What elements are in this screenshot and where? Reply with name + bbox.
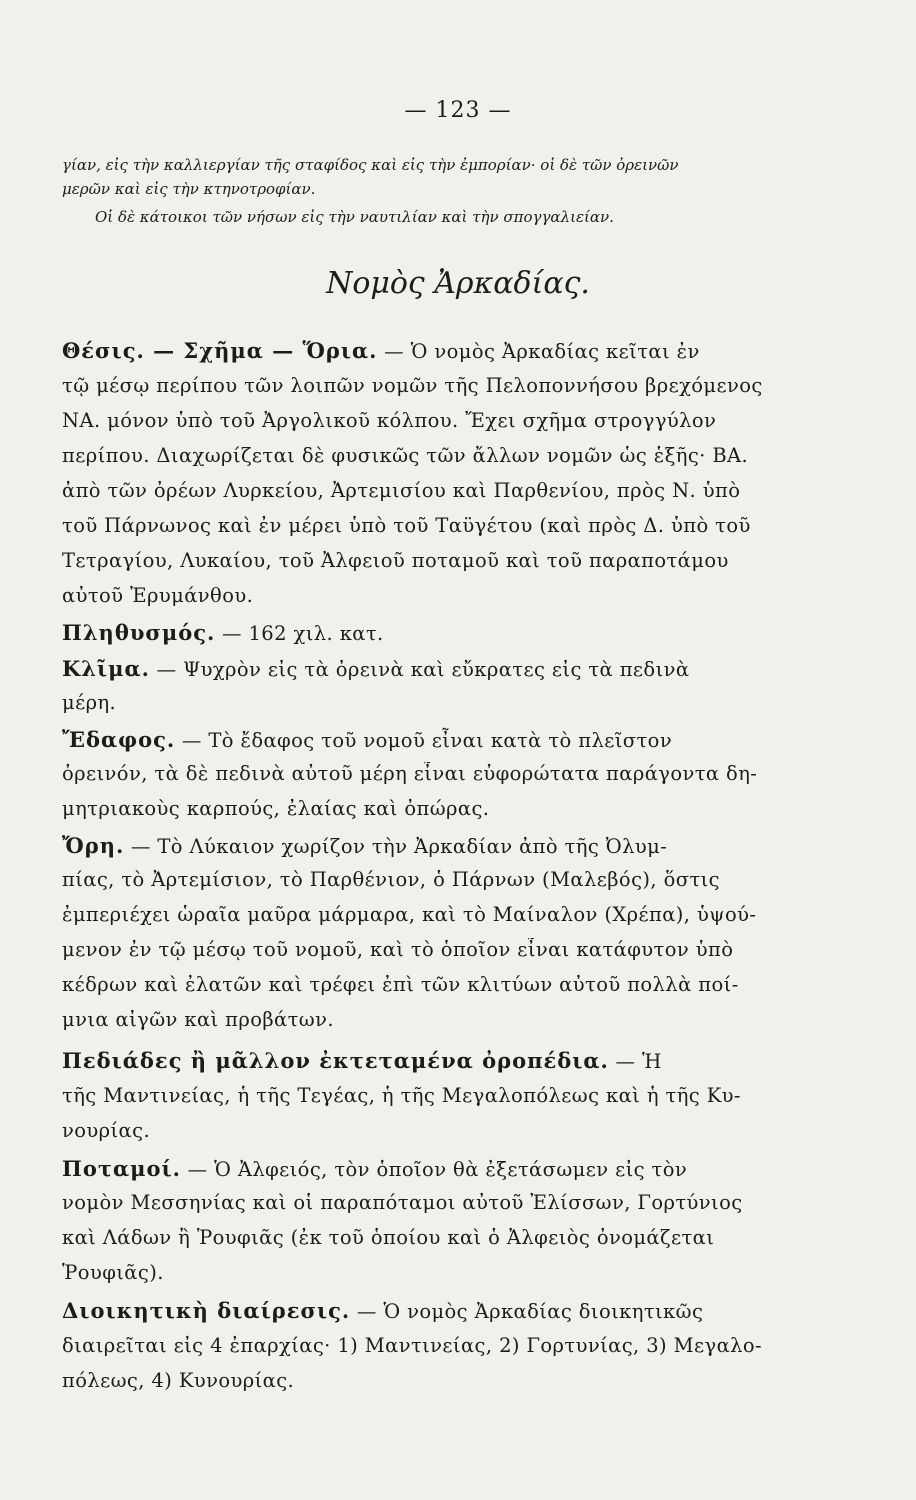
heading-label: Ἔδαφος. [62,727,176,752]
paragraph-line: μητριακοὺς καρπούς, ἐλαίας καὶ ὀπώρας. [62,797,490,820]
paragraph-line: Ἔδαφος. — Τὸ ἔδαφος τοῦ νομοῦ εἶναι κατὰ τὸ πλεῖστον [62,727,673,752]
paragraph-line: Ὄρη. — Τὸ Λύκαιον χωρίζον τὴν Ἀρκαδίαν ἀπὸ τῆς Ὀλυμ- [62,833,668,858]
paragraph-line: ἀπὸ τῶν ὀρέων Λυρκείου, Ἀρτεμισίου καὶ Παρθενίου, πρὸς Ν. ὑπὸ [62,479,741,502]
paragraph-line: Πληθυσμός. — 162 χιλ. κατ. [62,620,384,645]
paragraph-line: ΝΑ. μόνον ὑπὸ τοῦ Ἀργολικοῦ κόλπου. Ἔχει σχῆμα στρογγύλον [62,409,717,432]
heading-label: Ὄρη. [62,833,125,858]
paragraph-line: ὀρεινόν, τὰ δὲ πεδινὰ αὐτοῦ μέρη εἶναι εὐφορώτατα παράγοντα δη- [62,762,758,785]
heading-label: Ποταμοί. [62,1156,181,1181]
paragraph-line: μνια αἰγῶν καὶ προβάτων. [62,1008,334,1031]
paragraph-line: Ποταμοί. — Ὁ Ἀλφειός, τὸν ὁποῖον θὰ ἐξετάσωμεν εἰς τὸν [62,1156,688,1181]
heading-label: Θέσις. — Σχῆμα — Ὅρια. [62,338,378,363]
paragraph-line: διαιρεῖται εἰς 4 ἐπαρχίας· 1) Μαντινείας, 2) Γορτυνίας, 3) Μεγαλο- [62,1334,763,1357]
section-title: Νομὸς Ἀρκαδίας. [326,266,590,301]
paragraph-line: Κλῖμα. — Ψυχρὸν εἰς τὰ ὀρεινὰ καὶ εὔκρατες εἰς τὰ πεδινὰ [62,656,690,681]
heading-label: Κλῖμα. [62,656,150,681]
paragraph-line: πίας, τὸ Ἀρτεμίσιον, τὸ Παρθένιον, ὁ Πάρνων (Μαλεβός), ὅστις [62,868,721,891]
text-line: Οἱ δὲ κάτοικοι τῶν νήσων εἰς τὴν ναυτιλίαν καὶ τὴν σπογγαλιείαν. [95,208,614,226]
paragraph-line: κέδρων καὶ ἐλατῶν καὶ τρέφει ἐπὶ τῶν κλιτύων αὐτοῦ πολλὰ ποί- [62,973,739,996]
paragraph-line: ἐμπεριέχει ὡραῖα μαῦρα μάρμαρα, καὶ τὸ Μαίναλον (Χρέπα), ὑψού- [62,903,757,926]
page-number: — 123 — [404,98,512,123]
paragraph-line: Πεδιάδες ἢ μᾶλλον ἐκτεταμένα ὀροπέδια. — Ἡ [62,1048,662,1073]
paragraph-line: τοῦ Πάρνωνος καὶ ἐν μέρει ὑπὸ τοῦ Ταϋγέτου (καὶ πρὸς Δ. ὑπὸ τοῦ [62,514,751,537]
heading-label: Πληθυσμός. [62,620,216,645]
paragraph-line: Τετραγίου, Λυκαίου, τοῦ Ἀλφειοῦ ποταμοῦ καὶ τοῦ παραποτάμου [62,549,729,572]
paragraph-line: αὐτοῦ Ἐρυμάνθου. [62,584,254,607]
paragraph-line: τῆς Μαντινείας, ἡ τῆς Τεγέας, ἡ τῆς Μεγαλοπόλεως καὶ ἡ τῆς Κυ- [62,1084,741,1107]
paragraph-line: Διοικητικὴ διαίρεσις. — Ὁ νομὸς Ἀρκαδίας διοικητικῶς [62,1298,704,1323]
text-line: μερῶν καὶ εἰς τὴν κτηνοτροφίαν. [62,180,316,198]
paragraph-line: μενον ἐν τῷ μέσῳ τοῦ νομοῦ, καὶ τὸ ὁποῖον εἶναι κατάφυτον ὑπὸ [62,938,734,961]
paragraph-line: νομὸν Μεσσηνίας καὶ οἱ παραπόταμοι αὐτοῦ Ἐλίσσων, Γορτύνιος [62,1191,743,1214]
text-line: γίαν, εἰς τὴν καλλιεργίαν τῆς σταφίδος καὶ εἰς τὴν ἐμπορίαν· οἱ δὲ τῶν ὀρεινῶν [62,156,679,174]
paragraph-line: μέρη. [62,691,117,714]
paragraph-line: Θέσις. — Σχῆμα — Ὅρια. — Ὁ νομὸς Ἀρκαδίας κεῖται ἐν [62,338,700,363]
paragraph-line: Ῥουφιᾶς). [62,1261,164,1284]
paragraph-line: πόλεως, 4) Κυνουρίας. [62,1369,295,1392]
paragraph-line: περίπου. Διαχωρίζεται δὲ φυσικῶς τῶν ἄλλων νομῶν ὡς ἑξῆς· ΒΑ. [62,444,749,467]
heading-label: Διοικητικὴ διαίρεσις. [62,1298,351,1323]
heading-label: Πεδιάδες ἢ μᾶλλον ἐκτεταμένα ὀροπέδια. [62,1048,609,1073]
paragraph-line: τῷ μέσῳ περίπου τῶν λοιπῶν νομῶν τῆς Πελοποννήσου βρεχόμενος [62,374,763,397]
paragraph-line: νουρίας. [62,1119,151,1142]
paragraph-line: καὶ Λάδων ἢ Ῥουφιᾶς (ἐκ τοῦ ὁποίου καὶ ὁ Ἀλφειὸς ὀνομάζεται [62,1226,715,1249]
